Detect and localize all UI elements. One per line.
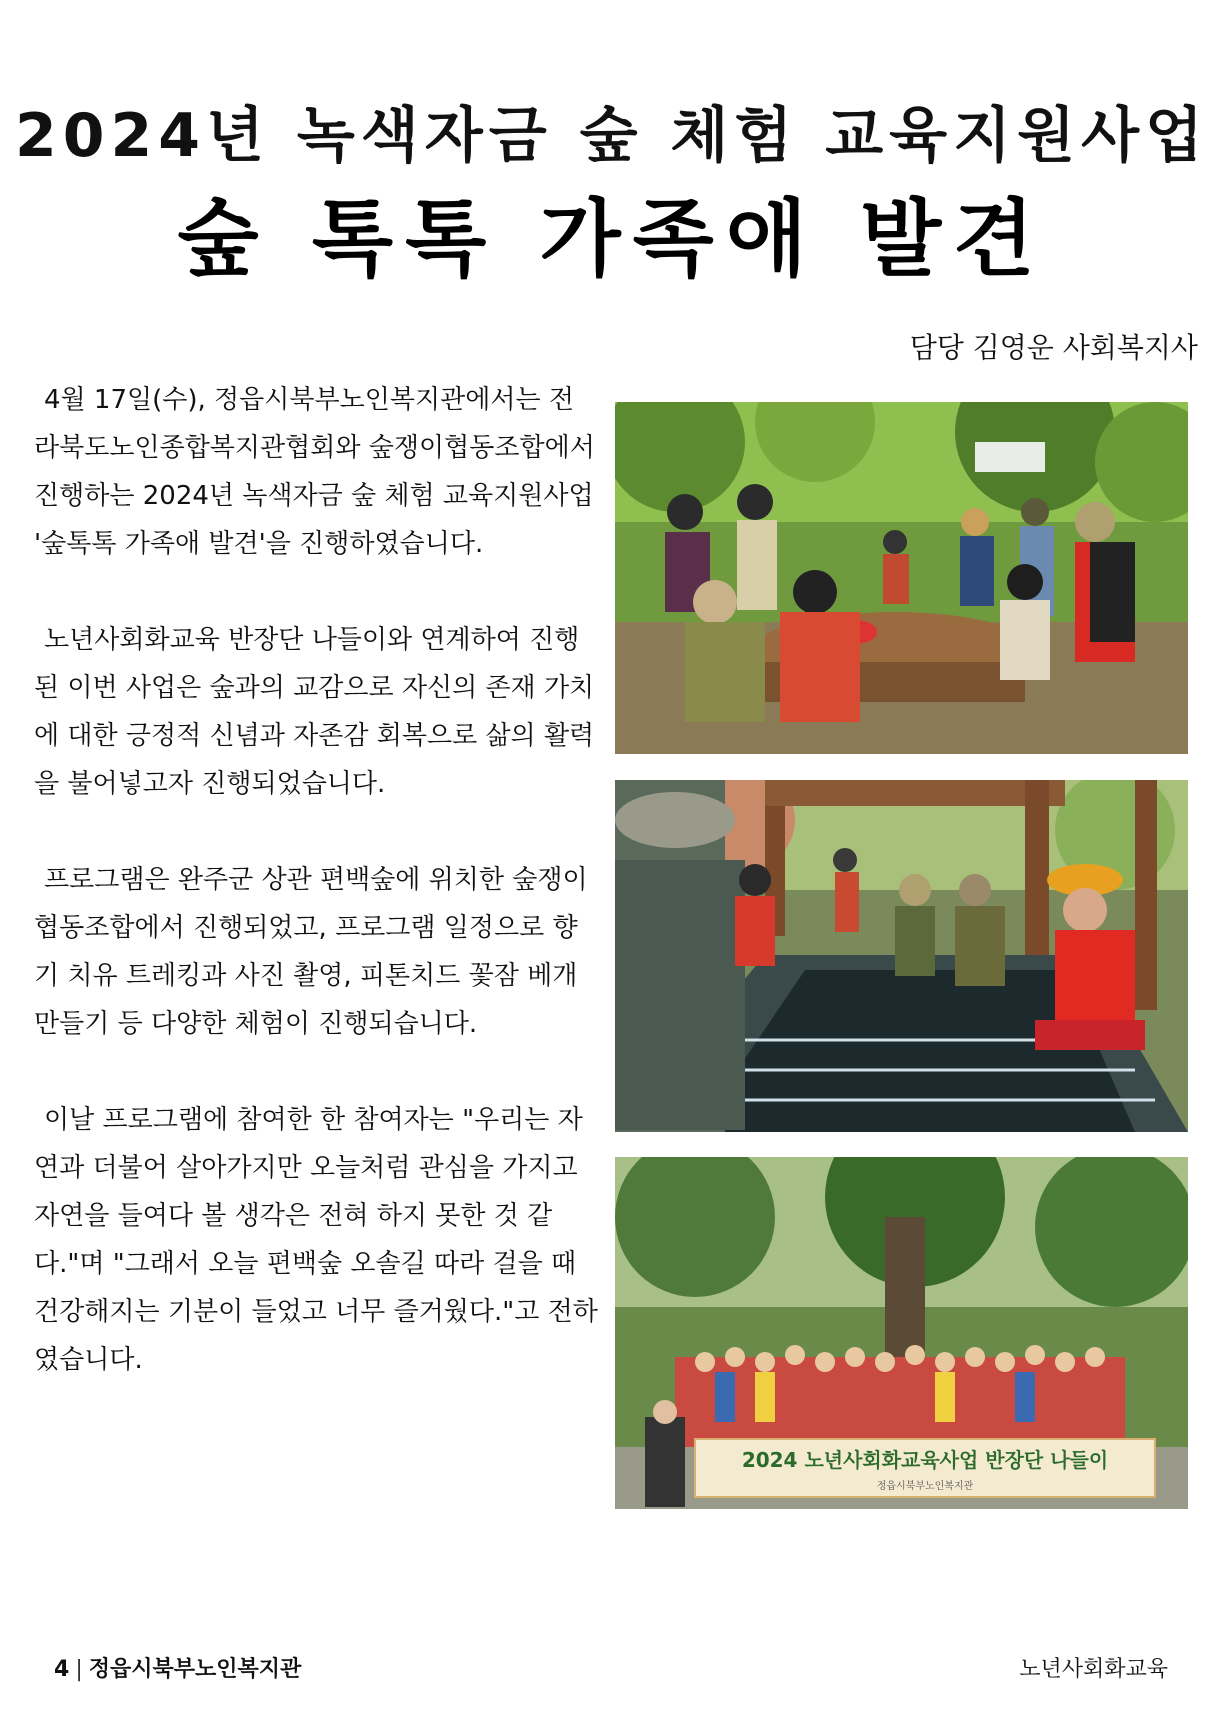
article-paragraph: 이날 프로그램에 참여한 한 참여자는 "우리는 자연과 더불어 살아가지만 오늘처럼 관심을 가지고 자연을 들여다 볼 생각은 전혀 하지 못한 것 같다."며 "그래서 오늘 편백숲 오솔길 따라 걸을 때 건강해지는 기분이 들었고 너무 즐거웠다."고 전하였습니다.	[34, 1105, 598, 1375]
article-paragraph: 4월 17일(수), 정읍시북부노인복지관에서는 전라북도노인종합복지관협회와 숲쟁이협동조합에서 진행하는 2024년 녹색자금 숲 체험 교육지원사업 '숲톡톡 가족애 발견'을 진행하였습니다.	[34, 385, 595, 559]
article-paragraph: 노년사회화교육 반장단 나들이와 연계하여 진행된 이번 사업은 숲과의 교감으로 자신의 존재 가치에 대한 긍정적 신념과 자존감 회복으로 삶의 활력을 불어넣고자 진행되었습니다.	[34, 625, 595, 799]
photo-foot-bath-pavilion	[615, 780, 1188, 1132]
footer-separator: |	[75, 1657, 83, 1682]
article-paragraph: 프로그램은 완주군 상관 편백숲에 위치한 숲쟁이 협동조합에서 진행되었고, 프로그램 일정으로 향기 치유 트레킹과 사진 촬영, 피톤치드 꽃잠 베개 만들기 등 다양한 체험이 진행되습니다.	[34, 865, 588, 1039]
byline: 담당 김영운 사회복지사	[909, 331, 1198, 364]
page-number: 4	[54, 1657, 70, 1682]
photo-group-banner	[615, 1157, 1188, 1509]
footer-section: 노년사회화교육	[1019, 1657, 1168, 1682]
article-body	[34, 376, 599, 1432]
footer-left	[54, 1652, 301, 1683]
banner-text: 2024 노년사회화교육사업 반장단 나들이	[741, 1448, 1109, 1472]
photo-picnic-table-group	[615, 402, 1188, 754]
page-title-line1: 2024년 녹색자금 숲 체험 교육지원사업	[15, 101, 1209, 171]
page-title-line2: 숲 톡톡 가족애 발견	[177, 190, 1047, 288]
banner-subtext: 정읍시북부노인복지관	[876, 1481, 974, 1492]
footer-org: 정읍시북부노인복지관	[88, 1657, 302, 1682]
